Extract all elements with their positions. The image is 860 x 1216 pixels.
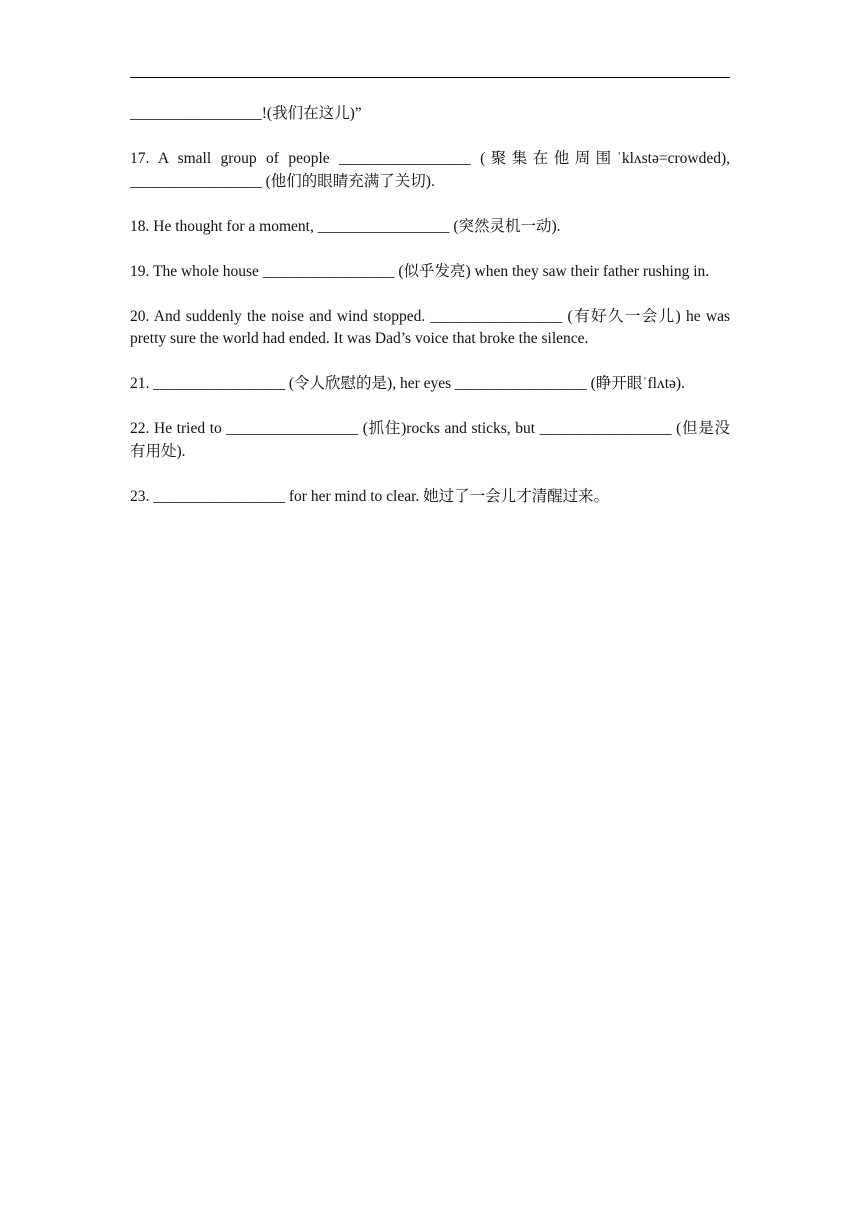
question-18: 18. He thought for a moment, _________________ (突然灵机一动). [130,217,561,235]
question-21: 21. _________________ (令人欣慰的是), her eyes _________________ (睁开眼ˈflʌtə). [130,375,685,392]
exercise-list [130,103,730,508]
question-23: 23. _________________ for her mind to clear. 她过了一会儿才清醒过来。 [130,487,610,505]
question-17: 17. A small group of people _________________ (聚集在他周围ˈklʌstə=crowded), _________________ (他们的眼睛充满了关切). [130,150,730,190]
question-20: 20. And suddenly the noise and wind stopped. _________________ (有好久一会儿) he was pretty sure the world had ended. It was Dad’s voice that broke the silence. [130,307,730,347]
header-rule [130,77,730,78]
question-22: 22. He tried to _________________ (抓住)rocks and sticks, but _________________ (但是没有用处). [130,420,730,460]
question-19: 19. The whole house _________________ (似乎发亮) when they saw their father rushing in. [130,262,710,280]
question-16-continuation: _________________!(我们在这儿)” [130,105,362,122]
